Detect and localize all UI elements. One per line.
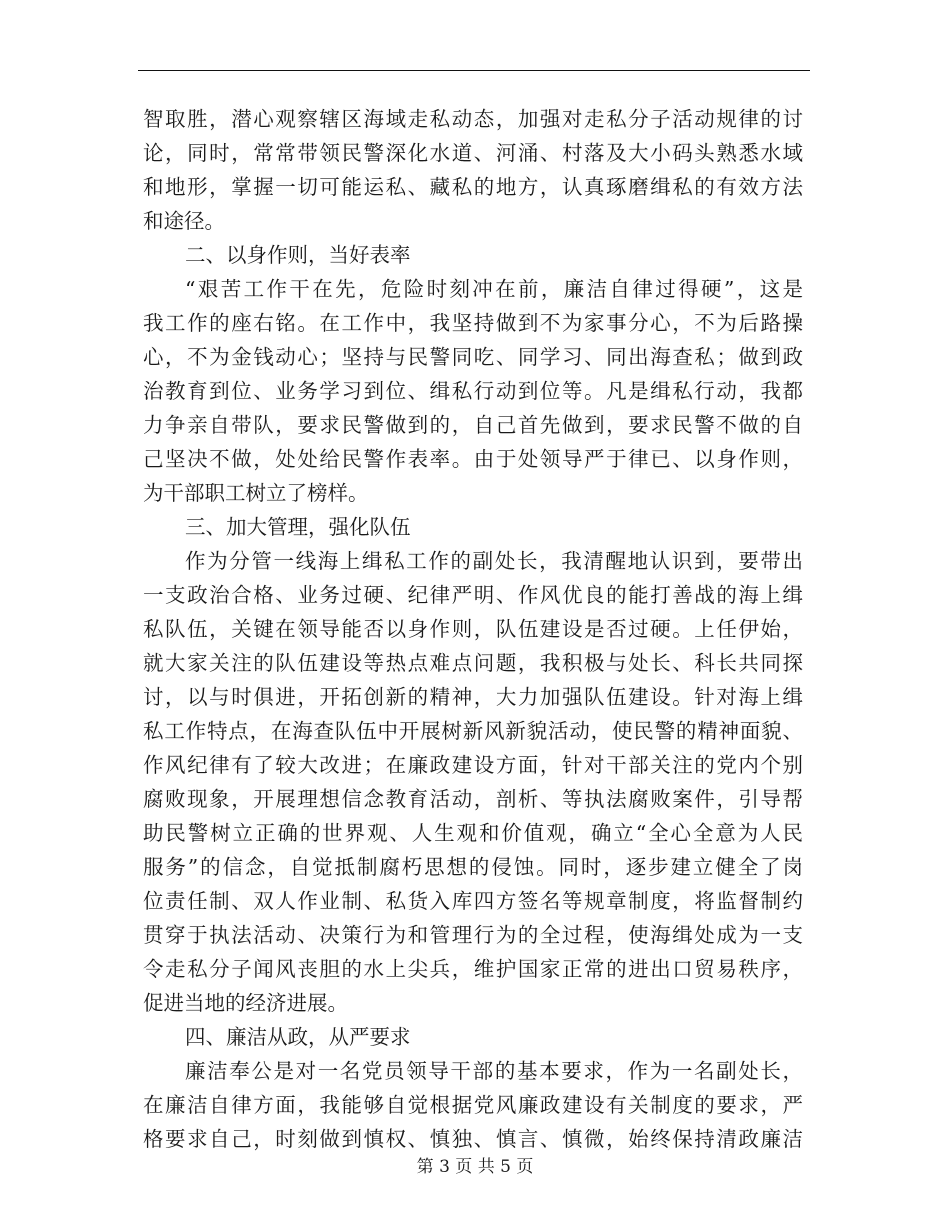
paragraph-line: 心，不为金钱动心；坚持与民警同吃、同学习、同出海查私；做到政 [143, 345, 803, 369]
paragraph-line: 为干部职工树立了榜样。 [143, 481, 369, 505]
paragraph-line: 助民警树立正确的世界观、人生观和价值观，确立“全心全意为人民 [143, 821, 803, 845]
section-heading: 四、廉洁从政，从严要求 [185, 1025, 411, 1049]
paragraph-line: 贯穿于执法活动、决策行为和管理行为的全过程，使海缉处成为一支 [143, 923, 803, 947]
paragraph-line: 格要求自己，时刻做到慎权、慎独、慎言、慎微，始终保持清政廉洁 [143, 1127, 803, 1151]
paragraph-line: 智取胜，潜心观察辖区海域走私动态，加强对走私分子活动规律的讨 [143, 107, 803, 131]
paragraph-line: 我工作的座右铭。在工作中，我坚持做到不为家事分心，不为后路操 [143, 311, 803, 335]
section-heading: 二、以身作则，当好表率 [185, 243, 411, 267]
paragraph-line: 促进当地的经济进展。 [143, 991, 348, 1015]
paragraph-line: 在廉洁自律方面，我能够自觉根据党风廉政建设有关制度的要求，严 [143, 1093, 803, 1117]
paragraph-line: 己坚决不做，处处给民警作表率。由于处领导严于律已、以身作则， [143, 447, 803, 471]
paragraph-line: 治教育到位、业务学习到位、缉私行动到位等。凡是缉私行动，我都 [143, 379, 803, 403]
paragraph-line: 腐败现象，开展理想信念教育活动，剖析、等执法腐败案件，引导帮 [143, 787, 803, 811]
paragraph-line: 论，同时，常常带领民警深化水道、河涌、村落及大小码头熟悉水域 [143, 141, 803, 165]
paragraph-line: “艰苦工作干在先，危险时刻冲在前，廉洁自律过得硬”，这是 [185, 277, 803, 301]
document-body [143, 102, 803, 1156]
paragraph-line: 讨，以与时俱进，开拓创新的精神，大力加强队伍建设。针对海上缉 [143, 685, 803, 709]
paragraph-line: 位责任制、双人作业制、私货入库四方签名等规章制度，将监督制约 [143, 889, 803, 913]
paragraph-line: 私工作特点，在海查队伍中开展树新风新貌活动，使民警的精神面貌、 [143, 719, 803, 743]
paragraph-line: 力争亲自带队，要求民警做到的，自己首先做到，要求民警不做的自 [143, 413, 803, 437]
paragraph-line: 和途径。 [143, 209, 225, 233]
paragraph-line: 一支政治合格、业务过硬、纪律严明、作风优良的能打善战的海上缉 [143, 583, 803, 607]
paragraph-line: 私队伍，关键在领导能否以身作则，队伍建设是否过硬。上任伊始， [143, 617, 803, 641]
paragraph-line: 服务”的信念，自觉抵制腐朽思想的侵蚀。同时，逐步建立健全了岗 [143, 855, 803, 879]
page-number-footer: 第 3 页 共 5 页 [416, 1157, 534, 1177]
paragraph-line: 和地形，掌握一切可能运私、藏私的地方，认真琢磨缉私的有效方法 [143, 175, 803, 199]
section-heading: 三、加大管理，强化队伍 [185, 515, 411, 539]
paragraph-line: 令走私分子闻风丧胆的水上尖兵，维护国家正常的进出口贸易秩序， [143, 957, 803, 981]
header-rule [138, 70, 810, 71]
paragraph-line: 作为分管一线海上缉私工作的副处长，我清醒地认识到，要带出 [185, 549, 803, 573]
paragraph-line: 廉洁奉公是对一名党员领导干部的基本要求，作为一名副处长， [185, 1059, 803, 1083]
paragraph-line: 就大家关注的队伍建设等热点难点问题，我积极与处长、科长共同探 [143, 651, 803, 675]
paragraph-line: 作风纪律有了较大改进；在廉政建设方面，针对干部关注的党内个别 [143, 753, 803, 777]
